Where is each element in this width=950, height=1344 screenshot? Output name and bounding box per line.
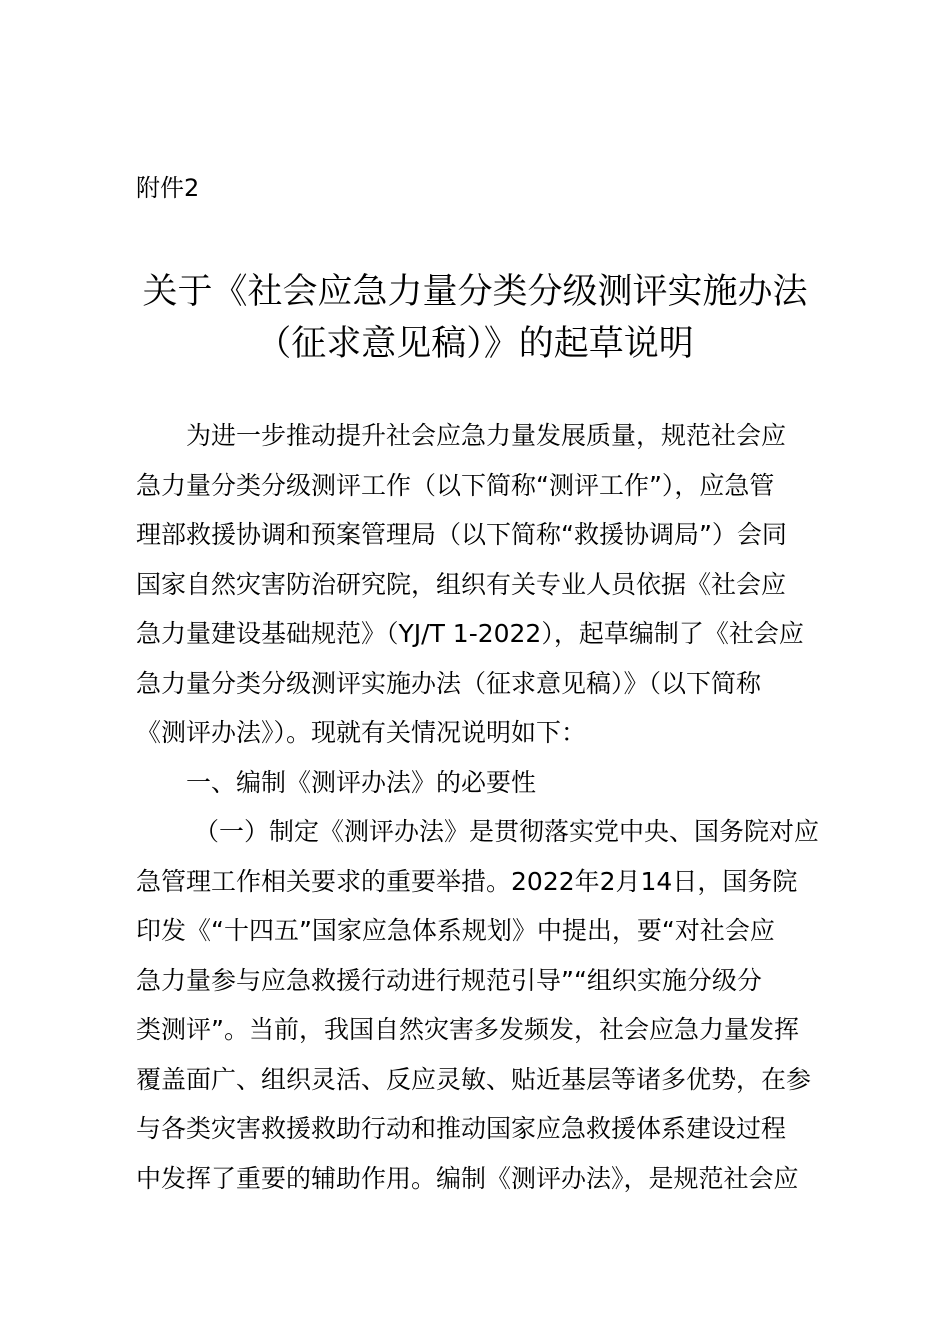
subsection-paragraph-line: 印发《“十四五”国家应急体系规划》中提出，要“对社会应 [136, 916, 775, 945]
intro-paragraph-line: 急力量分类分级测评实施办法（征求意见稿）》（以下简称 [136, 668, 762, 698]
title-line-2: （征求意见稿）》的起草说明 [256, 324, 694, 364]
attachment-label: 附件2 [136, 174, 200, 202]
intro-paragraph-line: 《测评办法》）。现就有关情况说明如下： [136, 718, 587, 747]
subsection-paragraph-line: 与各类灾害救援救助行动和推动国家应急救援体系建设过程 [136, 1114, 787, 1143]
intro-paragraph-line: 理部救援协调和预案管理局（以下简称“救援协调局”）会同 [136, 520, 787, 549]
subsection-paragraph-line: 中发挥了重要的辅助作用。编制《测评办法》，是规范社会应 [136, 1163, 799, 1193]
document-title [100, 266, 850, 370]
title-line-1: 关于《社会应急力量分类分级测评实施办法 [142, 272, 808, 312]
subsection-paragraph-line: 覆盖面广、组织灵活、反应灵敏、贴近基层等诸多优势，在参 [136, 1064, 812, 1094]
intro-paragraph-line: 国家自然灾害防治研究院，组织有关专业人员依据《社会应 [136, 569, 787, 599]
intro-paragraph-line: 为进一步推动提升社会应急力量发展质量，规范社会应 [186, 421, 787, 450]
intro-paragraph-line: 急力量分类分级测评工作（以下简称“测评工作”），应急管 [136, 470, 775, 500]
subsection-paragraph-line: 急力量参与应急救援行动进行规范引导”“组织实施分级分 [136, 965, 762, 995]
subsection-paragraph-line: 类测评”。当前，我国自然灾害多发频发，社会应急力量发挥 [136, 1015, 799, 1044]
section-heading: 一、编制《测评办法》的必要性 [186, 767, 537, 797]
subsection-paragraph-line: （一）制定《测评办法》是贯彻落实党中央、国务院对应 [194, 817, 820, 846]
subsection-paragraph-line: 急管理工作相关要求的重要举措。2022年2月14日，国务院 [136, 866, 798, 896]
intro-paragraph-line: 急力量建设基础规范》（YJ/T 1-2022），起草编制了《社会应 [136, 619, 804, 648]
body-text [136, 411, 820, 1203]
